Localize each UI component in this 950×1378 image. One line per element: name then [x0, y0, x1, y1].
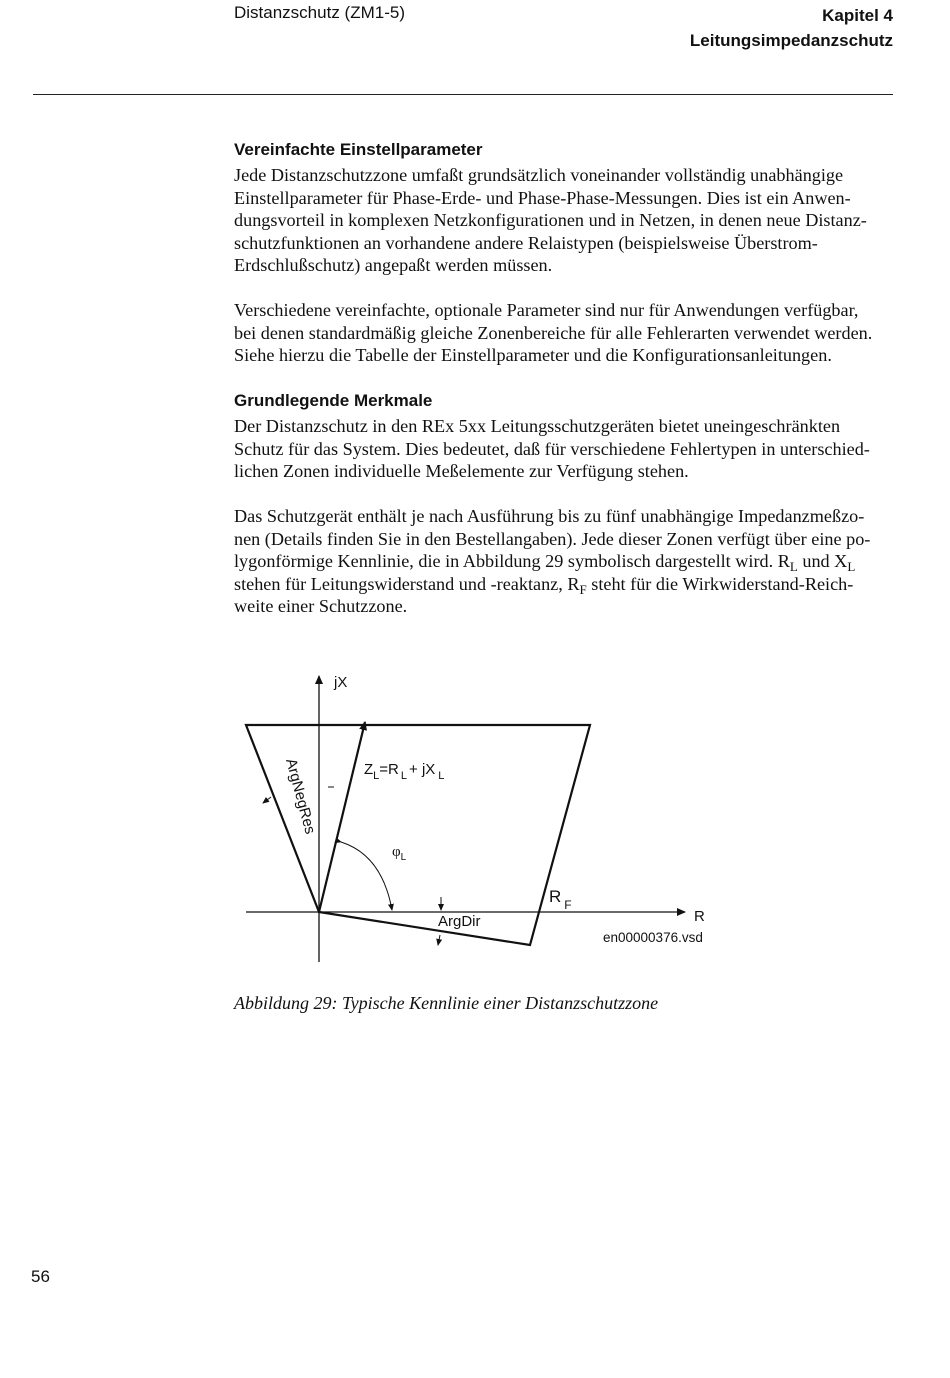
argnegres-label: ArgNegRes: [282, 756, 319, 836]
argdir-marker-bottom: [438, 935, 440, 945]
figure-file-reference: en00000376.vsd: [603, 930, 703, 945]
text-line: Der Distanzschutz in den REx 5xx Leitungsschutzgeräten bietet uneingeschränkten: [234, 416, 841, 436]
rf-label: R $_F$: [549, 887, 572, 912]
text-line: lygonförmige Kennlinie, die in Abbildung 29 symbolisch dargestellt wird. $R_L$ und $X_L$: [234, 551, 856, 575]
page-number: 56: [31, 1267, 50, 1286]
text-line: Jede Distanzschutzzone umfaßt grundsätzlich voneinander vollständig unabhängige: [234, 165, 844, 185]
y-axis-label: jX: [334, 674, 348, 691]
chapter-number: Kapitel 4: [822, 6, 893, 25]
zl-label: $Z_L=R$ $_L$ + jX $_L$: [364, 761, 445, 782]
text-line: stehen für Leitungswiderstand und -reaktanz, $R_F$ steht für die Wirkwiderstand-Reich-: [234, 573, 854, 597]
text-line: Einstellparameter für Phase-Erde- und Phase-Phase-Messungen. Dies ist ein Anwen-: [234, 187, 851, 208]
argdir-label: ArgDir: [438, 913, 481, 930]
section-heading-basic-features: Grundlegende Merkmale: [234, 391, 433, 410]
text-line: Siehe hierzu die Tabelle der Einstellparameter und die Konfigurationsanleitungen.: [234, 345, 832, 366]
text-line: dungsvorteil in komplexen Netzkonfigurationen und in Netzen, in denen neue Distanz-: [234, 210, 867, 231]
running-header-title: Distanzschutz (ZM1-5): [234, 3, 405, 22]
phi-arc: [341, 842, 392, 910]
text-line: Das Schutzgerät enthält je nach Ausführung bis zu fünf unabhängige Impedanzmeßzo-: [234, 506, 865, 526]
text-line: Erdschlußschutz) angepaßt werden müssen.: [234, 255, 553, 276]
text-line: bei denen standardmäßig gleiche Zonenbereiche für alle Fehlerarten verwendet werden.: [234, 322, 873, 343]
text-line: lichen Zonen individuelle Meßelemente zur Verfügung stehen.: [234, 461, 689, 482]
text-line: weite einer Schutzzone.: [234, 596, 408, 617]
text-line: schutzfunktionen an vorhandene andere Relaistypen (beispielsweise Überstrom-: [234, 232, 818, 253]
section-heading-simplified-parameters: Vereinfachte Einstellparameter: [234, 140, 483, 159]
text-line: nen (Details finden Sie in den Bestellangaben). Jede dieser Zonen verfügt über eine po-: [234, 528, 871, 549]
zl-vector: [319, 722, 365, 912]
phi-label: $\varphi_L$: [392, 844, 407, 863]
x-axis-label: R: [694, 908, 705, 925]
text-line: Schutz für das System. Dies bedeutet, daß für verschiedene Fehlertypen in unterschied-: [234, 438, 870, 459]
figure-caption: Abbildung 29: Typische Kennlinie einer Distanzschutzzone: [234, 993, 659, 1013]
chapter-title: Leitungsimpedanzschutz: [689, 31, 893, 50]
argnegres-marker: [263, 797, 271, 803]
text-line: Verschiedene vereinfachte, optionale Parameter sind nur für Anwendungen verfügbar,: [234, 300, 859, 320]
